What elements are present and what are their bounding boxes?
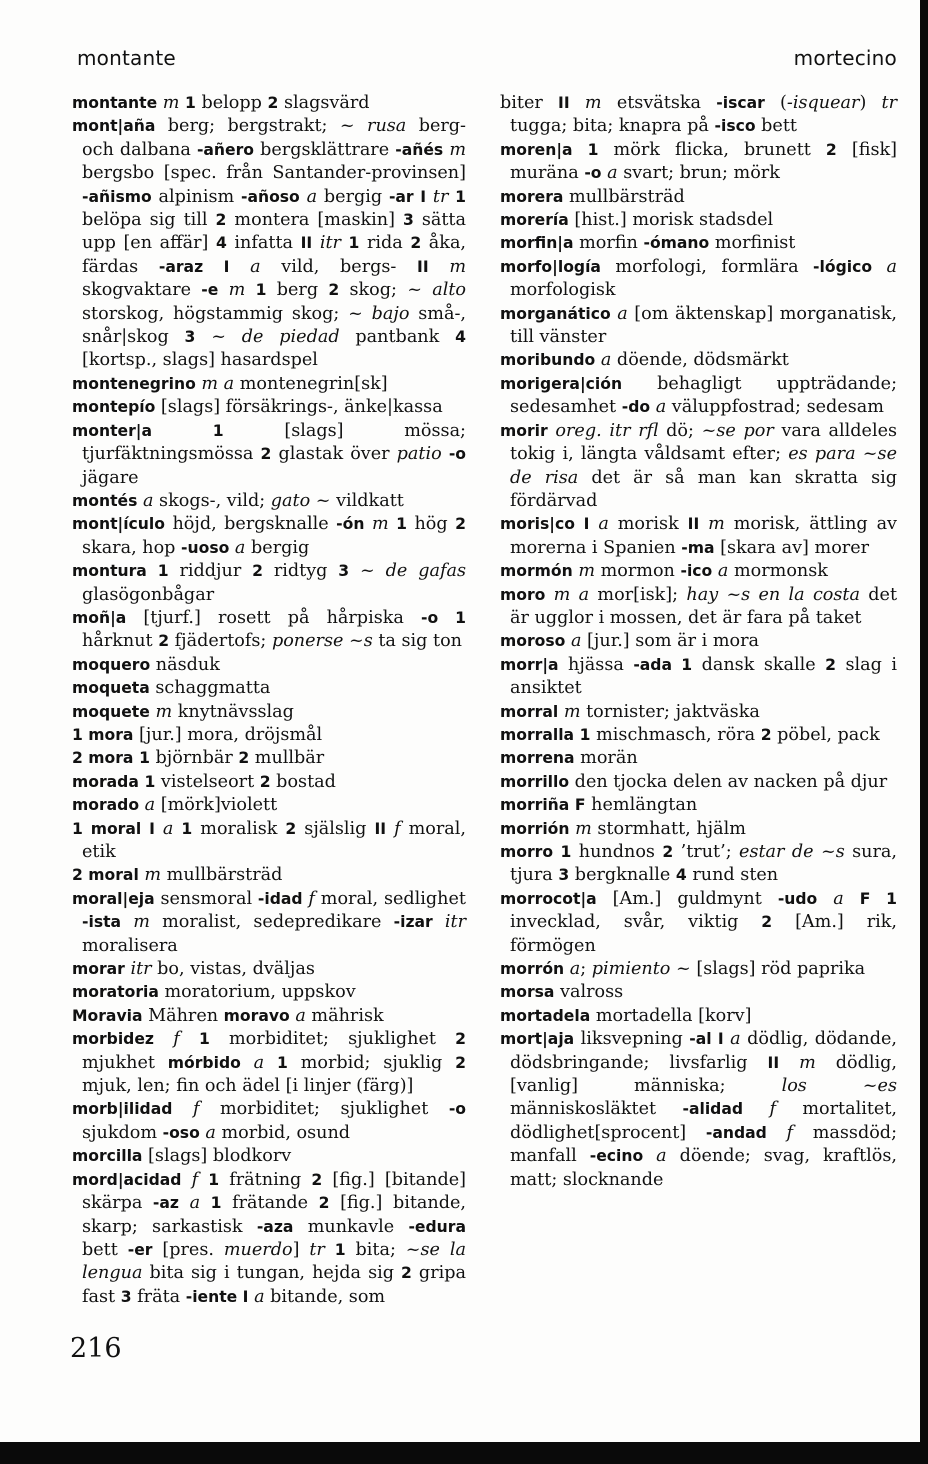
- dictionary-entry: morralla 1 mischmasch, röra 2 pöbel, pack: [500, 724, 880, 745]
- dictionary-entry: morb|ilidad f morbiditet; sjuklighet -o sjukdom -oso a morbid, osund: [72, 1099, 467, 1143]
- dictionary-entry: morsa valross: [500, 982, 624, 1003]
- dictionary-entry: mort|aja liksvepning -al I a dödlig, dödande, dödsbringande; livsfarlig II m dödlig, [vanlig] människa; los ~es människosläktet -alidad f mortalitet, dödlighet[sprocent] -andad f massdöd; manfall -ecino a döende; svag, kraftlös, matt; slocknande: [500, 1029, 898, 1190]
- right-column: [500, 92, 897, 1192]
- dictionary-entry: moquero näsduk: [72, 654, 220, 675]
- dictionary-entry: mormón m mormon -ico a mormonsk: [500, 561, 828, 582]
- dictionary-entry: montante m 1 belopp 2 slagsvärd: [72, 93, 370, 113]
- page-number: 216: [70, 1333, 122, 1364]
- dictionary-entry: morrena morän: [500, 748, 638, 769]
- dictionary-entry: biter II m etsvätska -iscar (-isquear) tr tugga; bita; knapra på -isco bett: [500, 93, 898, 137]
- dictionary-entry: montepío [slags] försäkrings-, änke|kassa: [72, 397, 443, 418]
- dictionary-entry: morrón a; pimiento ~ [slags] röd paprika: [500, 959, 866, 980]
- dictionary-entry: mont|aña berg; bergstrakt; ~ rusa berg- och dalbana -añero bergsklättrare -añés m bergsbo [spec. från Santander-provinsen] -añismo alpinism -añoso a bergig -ar I tr 1 belöpa sig till 2 montera [maskin] 3 sätta upp [en affär] 4 infatta II itr 1 rida 2 åka, färdas -araz I a vild, bergs- II m skogvaktare -e m 1 berg 2 skog; ~ alto storskog, högstammig skog; ~ bajo små-, snår|skog 3 ~ de piedad pantbank 4 [kortsp., slags] hasardspel: [72, 116, 467, 371]
- dictionary-entry: morro 1 hundnos 2 ’trut’; estar de ~s sura, tjura 3 bergknalle 4 rund sten: [500, 842, 897, 886]
- dictionary-entry: moral|eja sensmoral -idad f moral, sedlighet -ista m moralist, sedepredikare -izar itr moralisera: [72, 888, 467, 956]
- left-column: [72, 92, 466, 1309]
- dictionary-entry: morrocot|a [Am.] guldmynt -udo a F 1 invecklad, svår, viktig 2 [Am.] rik, förmögen: [500, 888, 898, 956]
- dictionary-entry: monter|a 1 [slags] mössa; tjurfäktningsmössa 2 glastak över patio -o jägare: [72, 420, 467, 488]
- dictionary-entry: 1 mora [jur.] mora, dröjsmål: [72, 724, 323, 745]
- dictionary-entry: montenegrino m a montenegrin[sk]: [72, 373, 388, 394]
- dictionary-entry: moqueta schaggmatta: [72, 678, 271, 699]
- dictionary-entry: morrión m stormhatt, hjälm: [500, 818, 746, 839]
- dictionary-entry: montura 1 riddjur 2 ridtyg 3 ~ de gafas glasögonbågar: [72, 561, 466, 605]
- dictionary-entry: morganático a [om äktenskap] morganatisk, till vänster: [500, 303, 897, 348]
- scan-border-right: [920, 0, 928, 1464]
- dictionary-entry: morir oreg. itr rfl dö; ~se por vara alldeles tokig i, längta våldsamt efter; es para ~se de risa det är så man kan skratta sig fördärvad: [500, 420, 898, 511]
- dictionary-entry: mortadela mortadella [korv]: [500, 1005, 752, 1026]
- dictionary-entry: mord|acidad f 1 frätning 2 [fig.] [bitande] skärpa -az a 1 frätande 2 [fig.] bitande, skarp; sarkastisk -aza munkavle -edura bett -er [pres. muerdo] tr 1 bita; ~se la lengua bita sig i tungan, hejda sig 2 gripa fast 3 fräta -iente I a bitande, som: [72, 1169, 467, 1307]
- dictionary-entry: morcilla [slags] blodkorv: [72, 1146, 292, 1167]
- dictionary-entry: moris|co I a morisk II m morisk, ättling av morerna i Spanien -ma [skara av] morer: [500, 514, 897, 558]
- dictionary-entry: morada 1 vistelseort 2 bostad: [72, 771, 336, 792]
- dictionary-entry: mont|ículo höjd, bergsknalle -ón m 1 hög 2 skara, hop -uoso a bergig: [72, 514, 466, 558]
- dictionary-entry: morar itr bo, vistas, dväljas: [72, 959, 315, 980]
- scan-border-bottom: [0, 1442, 928, 1464]
- dictionary-entry: montés a skogs-, vild; gato ~ vildkatt: [72, 490, 404, 511]
- dictionary-entry: morfo|logía morfologi, formlära -lógico a morfologisk: [500, 256, 898, 301]
- dictionary-entry: morrillo den tjocka delen av nacken på djur: [500, 771, 888, 792]
- dictionary-entry: moroso a [jur.] som är i mora: [500, 631, 760, 652]
- dictionary-entry: moquete m knytnävsslag: [72, 701, 294, 722]
- running-head-right: mortecino: [793, 46, 897, 70]
- dictionary-entry: morfin|a morfin -ómano morfinist: [500, 233, 796, 254]
- dictionary-entry: Moravia Mähren moravo a mährisk: [72, 1005, 384, 1026]
- dictionary-entry: morral m tornister; jaktväska: [500, 701, 760, 722]
- dictionary-entry: morbidez f 1 morbiditet; sjuklighet 2 mjukhet mórbido a 1 morbid; sjuklig 2 mjuk, len; fin och ädel [i linjer (färg)]: [72, 1029, 467, 1097]
- dictionary-entry: 2 moral m mullbärsträd: [72, 865, 283, 886]
- dictionary-entry: morriña F hemlängtan: [500, 795, 698, 816]
- dictionary-entry: moribundo a döende, dödsmärkt: [500, 350, 789, 371]
- dictionary-entry: morado a [mörk]violett: [72, 795, 278, 816]
- dictionary-entry: morigera|ción behagligt uppträdande; sedesamhet -do a väluppfostrad; sedesam: [500, 373, 897, 418]
- dictionary-entry: morera mullbärsträd: [500, 186, 685, 207]
- dictionary-entry: 2 mora 1 björnbär 2 mullbär: [72, 748, 325, 769]
- dictionary-entry: morr|a hjässa -ada 1 dansk skalle 2 slag i ansiktet: [500, 654, 897, 699]
- dictionary-entry: moñ|a [tjurf.] rosett på hårpiska -o 1 hårknut 2 fjädertofs; ponerse ~s ta sig ton: [72, 607, 466, 652]
- dictionary-entry: morería [hist.] morisk stadsdel: [500, 210, 774, 231]
- running-head-left: montante: [77, 46, 176, 70]
- dictionary-entry: 1 moral I a 1 moralisk 2 själslig II f moral, etik: [72, 818, 466, 862]
- dictionary-entry: moratoria moratorium, uppskov: [72, 982, 356, 1003]
- dictionary-entry: moren|a 1 mörk flicka, brunett 2 [fisk] muräna -o a svart; brun; mörk: [500, 139, 897, 184]
- dictionary-entry: moro m a mor[isk]; hay ~s en la costa det är ugglor i mossen, det är fara på taket: [500, 584, 898, 628]
